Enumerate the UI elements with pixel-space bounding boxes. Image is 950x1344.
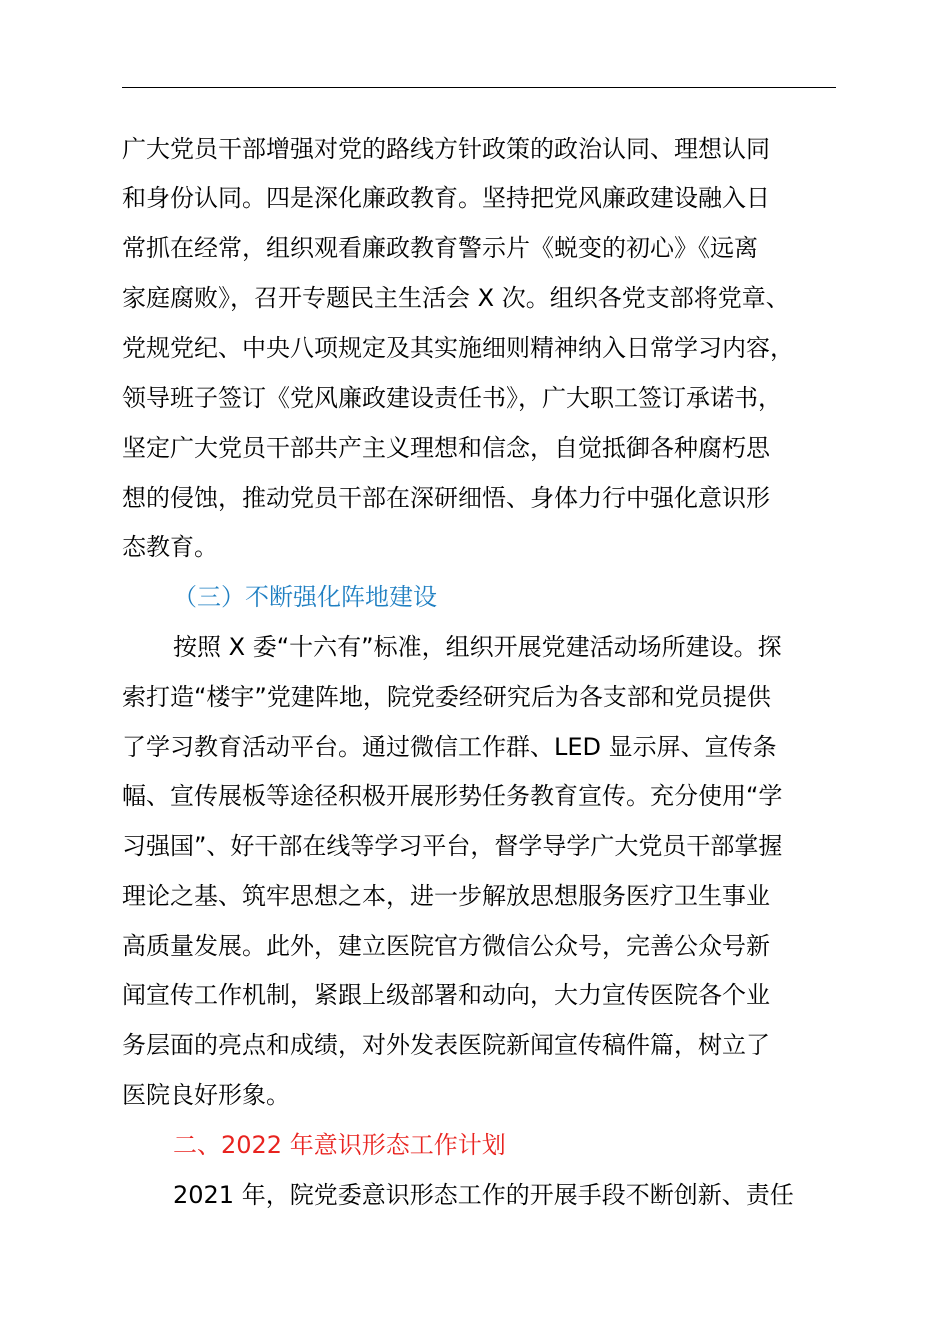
body-line-text: 坚定广大党员干部共产主义理想和信念，自觉抵御各种腐朽思 xyxy=(122,434,770,462)
body-line-text: 幅、宣传展板等途径积极开展形势任务教育宣传。充分使用“学 xyxy=(122,782,783,810)
body-line-text: 按照 X 委“十六有”标准，组织开展党建活动场所建设。探 xyxy=(173,633,782,661)
body-line-text: 党规党纪、中央八项规定及其实施细则精神纳入日常学习内容， xyxy=(122,334,794,362)
body-line-text: 常抓在经常，组织观看廉政教育警示片《蜕变的初心》《远离 xyxy=(122,234,758,262)
body-line-text: 医院良好形象。 xyxy=(122,1081,290,1109)
body-line-text: 家庭腐败》，召开专题民主生活会 X 次。组织各党支部将党章、 xyxy=(122,284,790,312)
body-line-text: 习强国”、好干部在线等学习平台，督学导学广大党员干部掌握 xyxy=(122,832,783,860)
body-line-text: 想的侵蚀，推动党员干部在深研细悟、身体力行中强化意识形 xyxy=(122,484,770,512)
section-subheading-text: （三）不断强化阵地建设 xyxy=(173,583,437,611)
body-line-text: 和身份认同。四是深化廉政教育。坚持把党风廉政建设融入日 xyxy=(122,184,770,212)
body-line-text: 务层面的亮点和成绩，对外发表医院新闻宣传稿件篇，树立了 xyxy=(122,1031,770,1059)
body-line-text: 态教育。 xyxy=(122,533,218,561)
body-line-text: 高质量发展。此外，建立医院官方微信公众号，完善公众号新 xyxy=(122,932,770,960)
body-line-text: 领导班子签订《党风廉政建设责任书》，广大职工签订承诺书， xyxy=(122,384,782,412)
body-line-text: 广大党员干部增强对党的路线方针政策的政治认同、理想认同 xyxy=(122,135,770,163)
header-rule xyxy=(122,87,836,88)
body-line-text: 理论之基、筑牢思想之本，进一步解放思想服务医疗卫生事业 xyxy=(122,882,770,910)
body-line-text: 了学习教育活动平台。通过微信工作群、LED 显示屏、宣传条 xyxy=(122,733,777,761)
body-line-text: 索打造“楼宇”党建阵地，院党委经研究后为各支部和党员提供 xyxy=(122,683,771,711)
body-line-text: 闻宣传工作机制，紧跟上级部署和动向，大力宣传医院各个业 xyxy=(122,981,770,1009)
section-heading-text: 二、2022 年意识形态工作计划 xyxy=(173,1131,506,1159)
body-line-text: 2021 年，院党委意识形态工作的开展手段不断创新、责任 xyxy=(173,1181,794,1209)
